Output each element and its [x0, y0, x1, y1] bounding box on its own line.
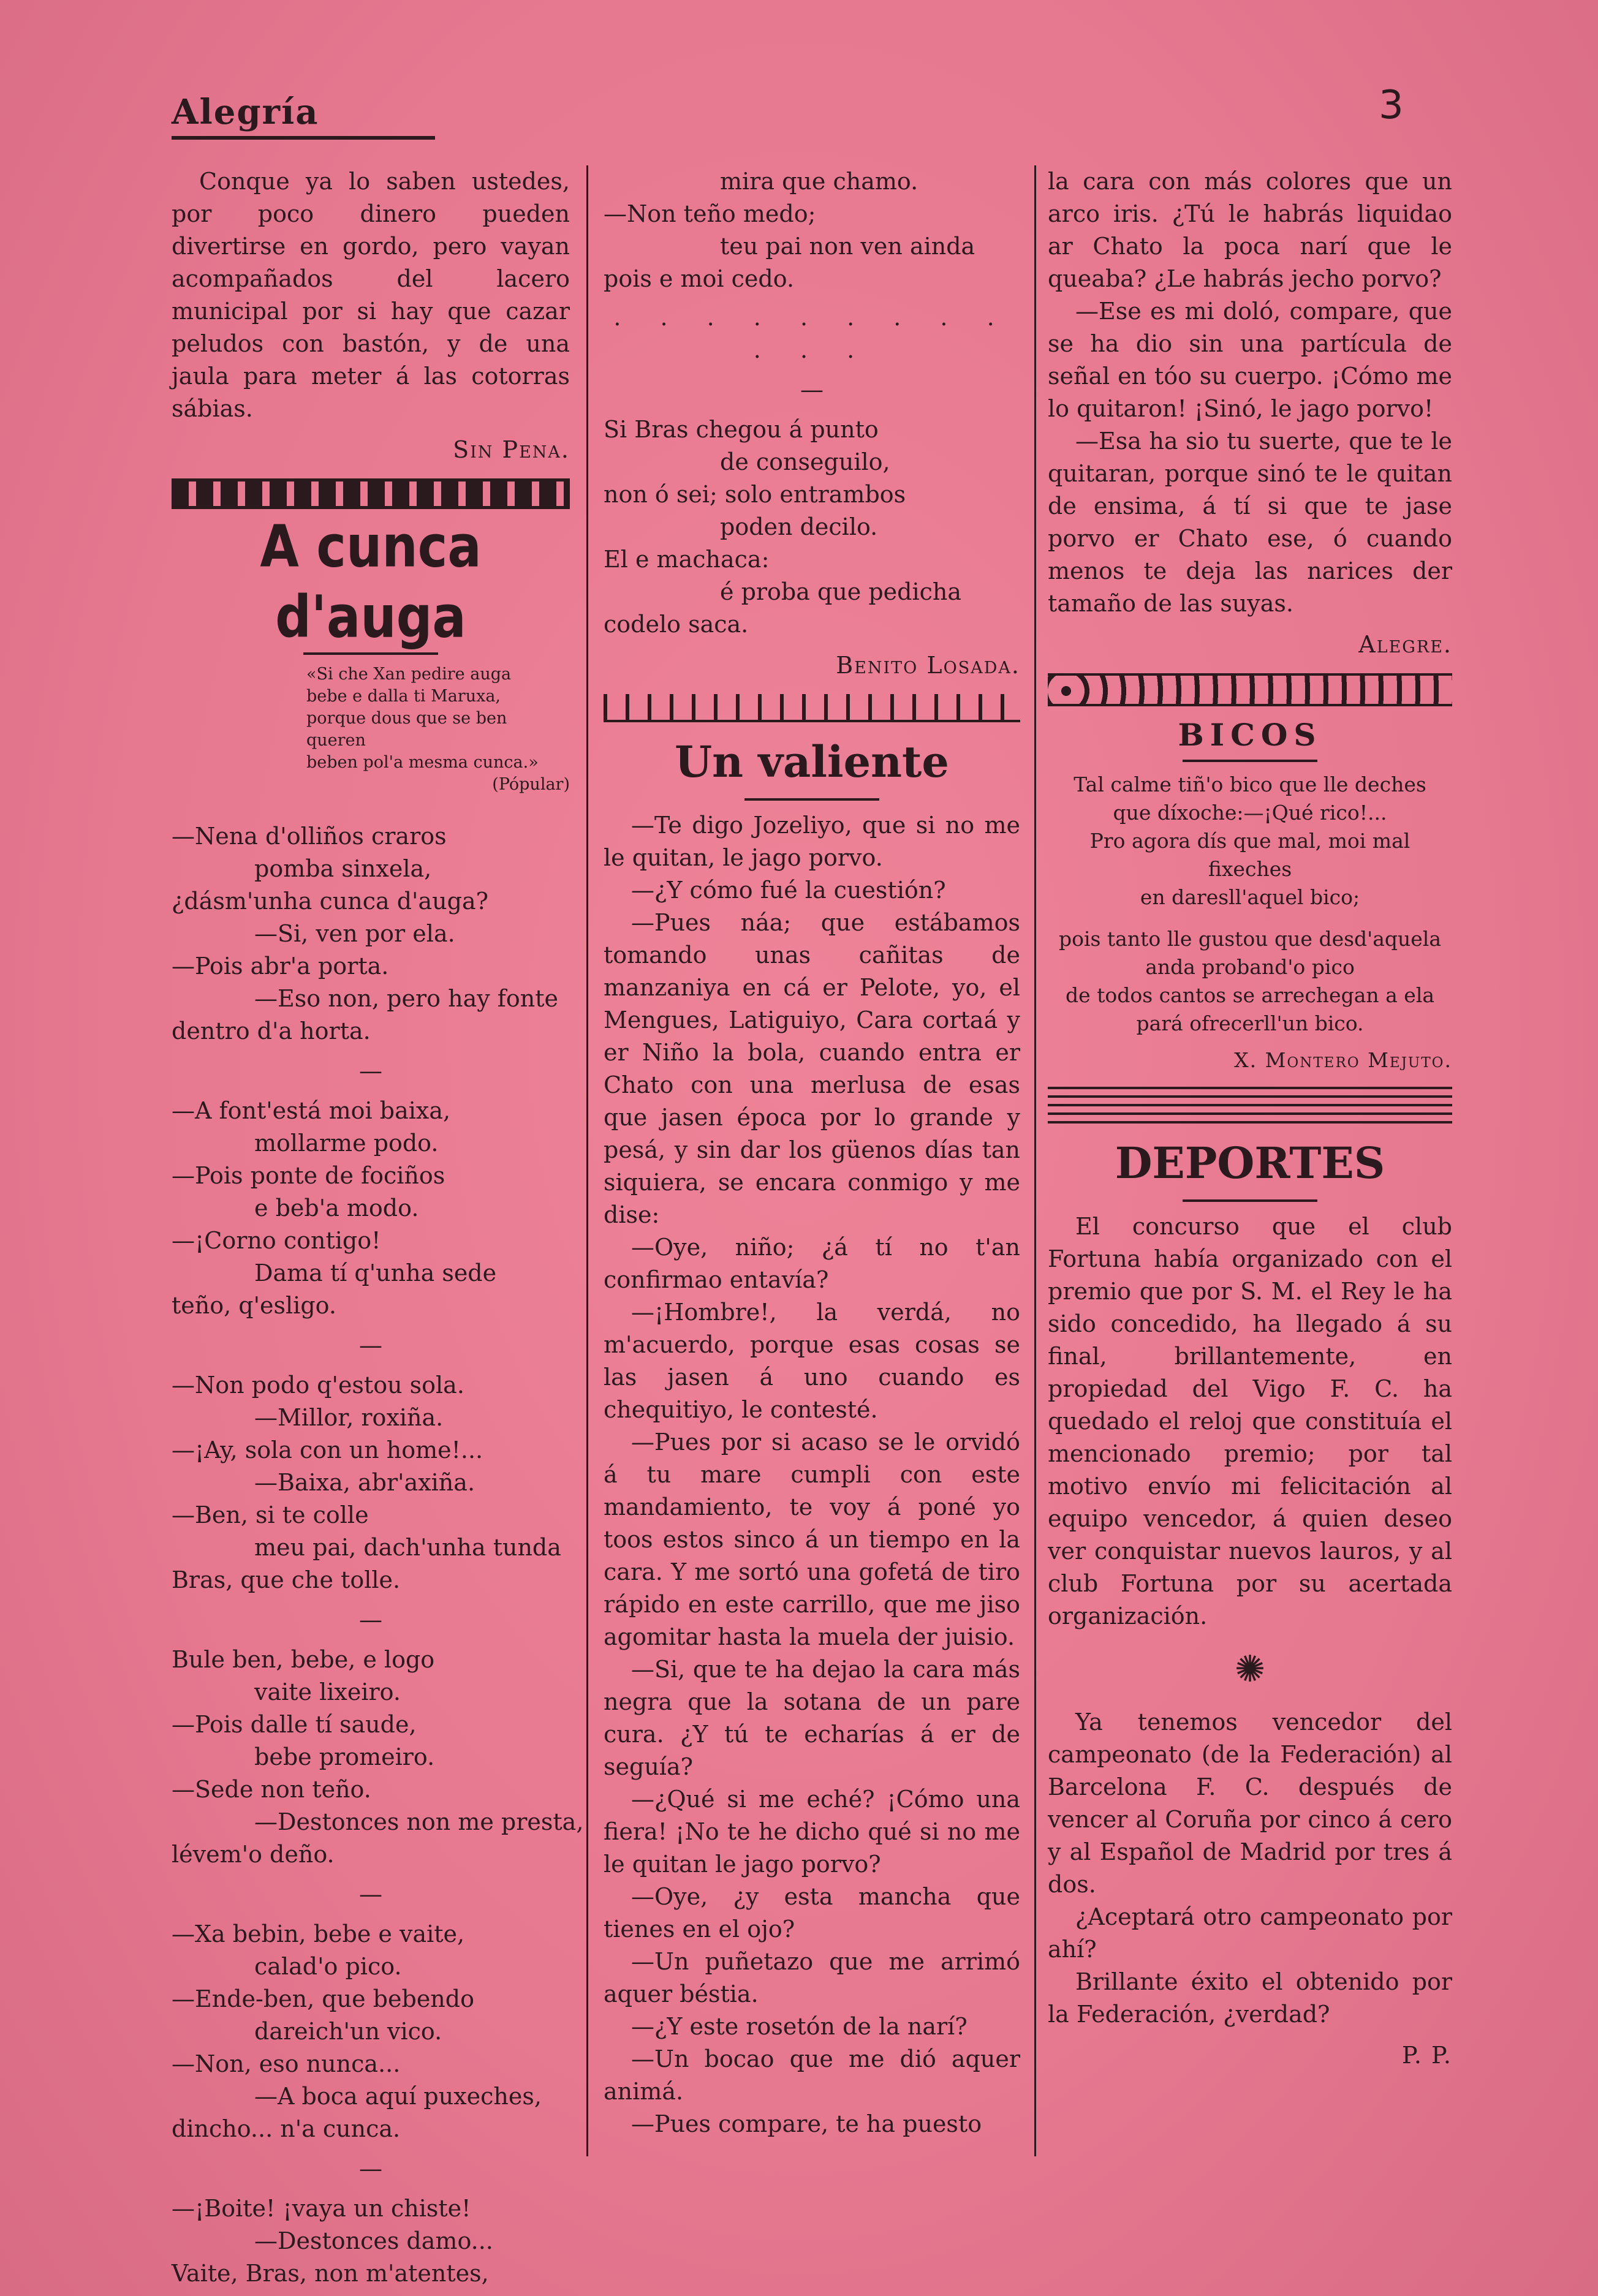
verse-line: e beb'a modo.: [254, 1195, 419, 1222]
verse-line: —Destonces damo...: [254, 2227, 493, 2254]
verse-line: Si Bras chegou á punto: [604, 416, 879, 443]
verse-line: calad'o pico.: [254, 1953, 402, 1980]
verse-line: —¡Corno contigo!: [172, 1227, 381, 1254]
verse-line: —A boca aquí puxeches,: [254, 2083, 542, 2110]
poem-title: BICOS: [1178, 717, 1322, 753]
masthead: Alegría: [172, 92, 435, 140]
dialogue-paragraph: —¿Y cómo fué la cuestión?: [631, 877, 946, 904]
stanza-dash: —: [359, 1606, 382, 1633]
verse-line: —Si, ven por ela.: [254, 920, 455, 947]
palm-ornament: [604, 694, 1020, 722]
verse-line: pomba sinxela,: [254, 855, 432, 882]
poem-verses: [604, 165, 1020, 295]
signature: Alegre.: [1358, 631, 1452, 658]
verse-line: Tal calme tiñ'o bico que lle deches: [1074, 772, 1426, 796]
verse-line: pois e moi cedo.: [604, 265, 795, 292]
dialogue-paragraph: —Pues por si acaso se le orvidó á tu mare cumpli con este mandamiento, te voy á poné yo toos estos sinco á un tiempo en la cara. Y me sortó una gofetá de tiro rápido en este carrillo, que me jiso agomitar hasta la muela der juisio.: [604, 1429, 1020, 1650]
verse-line: bebe promeiro.: [254, 1743, 435, 1770]
dialogue-paragraph: —Oye, niño; ¿á tí no t'an confirmao entavía?: [604, 1234, 1020, 1293]
dialogue-paragraph: la cara con más colores que un arco iris. ¿Tú le habrás liquidao ar Chato la poca narí que le queaba? ¿Le habrás jecho porvo?: [1048, 168, 1452, 292]
verse-line: mollarme podo.: [254, 1130, 439, 1157]
epigraph: «Si che Xan pedire auga bebe e dalla ti Maruxa, porque dous que se ben queren beben pol'a mesma cunca.» (Pópular): [172, 663, 570, 796]
column-1: [172, 165, 584, 2287]
signature: Benito Losada.: [836, 652, 1020, 679]
poem-verses: [172, 820, 584, 2290]
verse-line: Pro agora dís que mal, moi mal fixeches: [1089, 829, 1411, 881]
verse-line: —Pois abr'a porta.: [172, 953, 389, 980]
verse-line: anda proband'o pico: [1145, 955, 1355, 979]
stanza-dash: —: [359, 1332, 382, 1359]
lines-ornament: [1048, 1087, 1452, 1123]
verse-line: Bule ben, bebe, e logo: [172, 1646, 435, 1673]
verse-line: —Non teño medo;: [604, 200, 816, 227]
verse-line: en daresll'aquel bico;: [1140, 885, 1360, 909]
verse-line: —Baixa, abr'axiña.: [254, 1469, 475, 1496]
verse-line: teu pai non ven ainda: [720, 233, 975, 260]
verse-line: Dama tí q'unha sede: [254, 1259, 497, 1286]
verse-line: —Xa bebin, bebe e vaite,: [172, 1920, 465, 1947]
column-2: [604, 165, 1020, 2181]
dialogue-paragraph: —¿Y este rosetón de la narí?: [631, 2013, 968, 2040]
poem-title: A cunca d'auga: [260, 513, 482, 651]
verse-line: ¿dásm'unha cunca d'auga?: [172, 888, 488, 915]
signature: Sin Pena.: [453, 436, 570, 463]
poem-verses: [604, 414, 1020, 641]
verse-line: —A font'está moi baixa,: [172, 1097, 451, 1124]
rosette-ornament: ✺: [1234, 1648, 1266, 1691]
story-text: [604, 809, 1020, 2140]
verse-line: mira que chamo.: [720, 168, 918, 195]
border-ornament: [172, 478, 570, 509]
verse-line: poden decilo.: [720, 513, 878, 540]
verse-line: —Ende-ben, que bebendo: [172, 1985, 474, 2012]
column-rule: [1034, 165, 1036, 2156]
epigraph-source: (Pópular): [492, 775, 570, 794]
sports-paragraph: Brillante éxito el obtenido por la Federación, ¿verdad?: [1048, 1968, 1452, 2028]
verse-line: —Eso non, pero hay fonte: [254, 985, 558, 1012]
story-continued: [1048, 165, 1452, 620]
verse-line: non ó sei; solo entrambos: [604, 481, 906, 508]
dialogue-paragraph: —Pues compare, te ha puesto: [631, 2110, 982, 2137]
stanza-dash: —: [359, 1057, 382, 1084]
ellipsis-divider: . . . . . . . . . . . .: [613, 304, 1010, 363]
dialogue-paragraph: —Oye, ¿y esta mancha que tienes en el ojo?: [604, 1883, 1020, 1943]
verse-line: —Millor, roxiña.: [254, 1404, 444, 1431]
dialogue-paragraph: —Esa ha sio tu suerte, que te le quitaran, porque sinó te le quitan de ensima, á tí si que te jase porvo er Chato ese, ó cuando menos te deja las narices der tamaño de las suyas.: [1048, 428, 1452, 617]
verse-line: —Nena d'olliños craros: [172, 823, 447, 850]
verse-line: dentro d'a horta.: [172, 1018, 371, 1044]
verse-line: que díxoche:—¡Qué rico!...: [1113, 801, 1387, 825]
scroll-ornament: [1048, 673, 1452, 706]
verse-line: —Pois dalle tí saude,: [172, 1711, 417, 1738]
verse-line: Vaite, Bras, non m'atentes,: [172, 2260, 489, 2287]
intro-paragraph: Conque ya lo saben ustedes, por poco dinero pueden divertirse en gordo, pero vayan acompañados del lacero municipal por si hay que cazar peludos con bastón, y de una jaula para meter á las cotorras sábias.: [172, 168, 570, 422]
verse-line: pois tanto lle gustou que desd'aquela: [1058, 927, 1442, 951]
title-rule: [1183, 1199, 1317, 1202]
story-title: Un valiente: [675, 736, 949, 787]
stanza-dash: —: [800, 376, 824, 403]
verse-line: —Pois ponte de fociños: [172, 1162, 445, 1189]
verse-line: —Sede non teño.: [172, 1776, 371, 1803]
dialogue-paragraph: —Si, que te ha dejao la cara más negra que la sotana de un pare cura. ¿Y tú te echarías á er de seguía?: [604, 1656, 1020, 1780]
verse-line: teño, q'esligo.: [172, 1292, 336, 1319]
signature: P. P.: [1402, 2042, 1452, 2069]
sports-paragraph: ¿Aceptará otro campeonato por ahí?: [1048, 1903, 1452, 1963]
verse-line: de conseguilo,: [720, 448, 890, 475]
stanza-dash: —: [359, 2155, 382, 2182]
verse-line: —¡Ay, sola con un home!...: [172, 1437, 483, 1463]
title-rule: [1183, 760, 1317, 762]
title-rule: [744, 798, 879, 801]
dialogue-paragraph: —Pues náa; que estábamos tomando unas cañitas de manzaniya en cá er Pelote, yo, el Mengues, Latiguiyo, Cara cortaá y er Niño la bola, cuando entra er Chato con una merlusa de esas que jasen época por lo grande y pesá, y sin dar los güenos días tan siquiera, se encara conmigo y me dise:: [604, 909, 1020, 1228]
section-title: DEPORTES: [1115, 1138, 1385, 1188]
dialogue-paragraph: —¡Hombre!, la verdá, no m'acuerdo, porque esas cosas se las jasen á uno cuando es chequitiyo, le contesté.: [604, 1299, 1020, 1423]
verse-line: dincho... n'a cunca.: [172, 2115, 401, 2142]
dialogue-paragraph: —Ese es mi doló, compare, que se ha dio sin una partícula de señal en tóo su cuerpo. ¡Cómo me lo quitaron! ¡Sinó, le jago porvo!: [1048, 298, 1452, 422]
verse-line: —Non, eso nunca...: [172, 2050, 401, 2077]
verse-line: El e machaca:: [604, 546, 770, 573]
sports-paragraph: El concurso que el club Fortuna había organizado con el premio que por S. M. el Rey le ha sido concedido, ha llegado á su final, brillantemente, en propiedad del Vigo F. C. ha quedado el reloj que constituía el mencionado premio; por tal motivo envío mi felicitación al equipo vencedor, á quien deseo ver conquistar nuevos lauros, y al club Fortuna por su acertada organización.: [1048, 1213, 1452, 1629]
verse-line: vaite lixeiro.: [254, 1679, 401, 1705]
dialogue-paragraph: —Un bocao que me dió aquer animá.: [604, 2045, 1020, 2105]
dialogue-paragraph: —¿Qué si me eché? ¡Cómo una fiera! ¡No te he dicho qué si no me le quitan le jago porvo?: [604, 1786, 1020, 1878]
verse-line: —¡Boite! ¡vaya un chiste!: [172, 2195, 471, 2222]
stanza-dash: —: [359, 1881, 382, 1908]
column-3: [1048, 165, 1452, 2181]
signature: X. Montero Mejuto.: [1234, 1048, 1452, 1072]
column-rule: [586, 165, 588, 2156]
verse-line: —Ben, si te colle: [172, 1501, 369, 1528]
verse-line: de todos cantos se arrechegan a ela: [1065, 983, 1435, 1007]
verse-line: meu pai, dach'unha tunda: [254, 1534, 561, 1561]
verse-line: é proba que pedicha: [720, 578, 962, 605]
dialogue-paragraph: —Un puñetazo que me arrimó aquer béstia.: [604, 1948, 1020, 2007]
dialogue-paragraph: —Te digo Jozeliyo, que si no me le quitan, le jago porvo.: [604, 812, 1020, 871]
page-number: 3: [1379, 83, 1404, 128]
verse-line: dareich'un vico.: [254, 2018, 442, 2045]
verse-line: —Destonces non me presta,: [254, 1808, 584, 1835]
verse-line: —Non podo q'estou sola.: [172, 1372, 464, 1399]
verse-line: codelo saca.: [604, 611, 749, 638]
verse-line: pará ofrecerll'un bico.: [1136, 1011, 1364, 1035]
verse-line: lévem'o deño.: [172, 1841, 335, 1868]
verse-line: Bras, que che tolle.: [172, 1566, 401, 1593]
sports-paragraph: Ya tenemos vencedor del campeonato (de la Federación) al Barcelona F. C. después de vencer al Coruña por cinco á cero y al Español de Madrid por tres á dos.: [1048, 1709, 1452, 1898]
poem-verses: [1048, 771, 1452, 1038]
